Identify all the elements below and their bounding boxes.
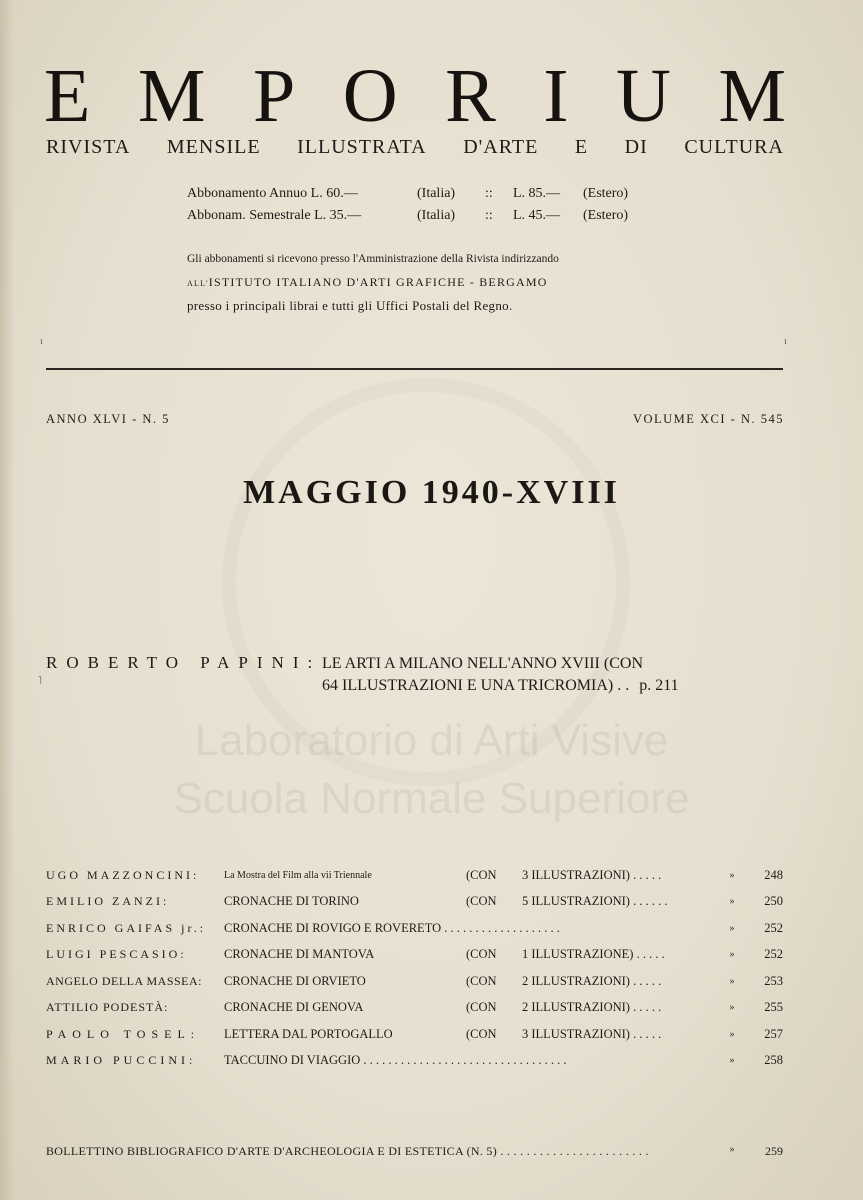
toc-page: 250	[764, 894, 783, 909]
toc-arrow: »	[729, 975, 735, 987]
toc-con: (CON	[466, 973, 497, 988]
toc-title: CRONACHE DI MANTOVA	[224, 947, 375, 962]
toc-page: 252	[764, 947, 783, 962]
bulletin-entry[interactable]	[46, 1144, 783, 1159]
toc-page: 257	[764, 1026, 783, 1041]
issue-meta	[46, 412, 784, 427]
feature-page: p. 211	[639, 677, 679, 694]
toc-author: ANGELO DELLA MASSEA:	[46, 973, 202, 988]
subtitle-word: MENSILE	[166, 136, 261, 158]
subscription-price: L. 45.—	[513, 208, 561, 223]
info-line-2-text: ISTITUTO ITALIANO D'ARTI GRAFICHE - BERGAMO	[208, 275, 548, 289]
toc-title: CRONACHE DI TORINO	[224, 894, 359, 909]
table-of-contents	[46, 862, 783, 1074]
masthead-title	[44, 54, 786, 138]
subtitle-word: E	[574, 136, 589, 158]
toc-entry[interactable]	[46, 968, 783, 995]
subscription-info	[187, 250, 643, 314]
feature-title-line-1: LE ARTI A MILANO NELL'ANNO XVIII (CON	[322, 655, 643, 672]
feature-title	[322, 653, 782, 697]
toc-illustrations: 5 ILLUSTRAZIONI) . . . . . .	[522, 894, 668, 909]
toc-entry[interactable]	[46, 889, 783, 916]
toc-page: 255	[764, 1000, 783, 1015]
library-watermark	[0, 712, 863, 828]
toc-page: 252	[764, 920, 783, 935]
subscription-row	[187, 205, 628, 227]
toc-arrow: »	[729, 922, 735, 934]
toc-author: UGO MAZZONCINI:	[46, 867, 200, 882]
info-line-2-prefix: ALL'	[187, 279, 209, 288]
feature-title-line-2-row	[322, 675, 782, 697]
toc-arrow: »	[729, 869, 735, 881]
masthead-subtitle	[46, 136, 784, 159]
subscription-price: L. 85.—	[513, 186, 561, 201]
toc-entry[interactable]	[46, 1021, 783, 1048]
watermark-line-1: Laboratorio di Arti Visive	[194, 716, 669, 765]
toc-illustrations: 1 ILLUSTRAZIONE) . . . . .	[522, 947, 665, 962]
bulletin-page: 259	[765, 1144, 783, 1158]
toc-con: (CON	[466, 947, 497, 962]
toc-title: CRONACHE DI GENOVA	[224, 1000, 364, 1015]
title-letter: I	[543, 54, 569, 138]
toc-title: CRONACHE DI ORVIETO	[224, 973, 366, 988]
subscription-italia: (Italia)	[417, 208, 456, 223]
title-letter: P	[252, 54, 296, 138]
margin-mark: ı	[784, 336, 787, 347]
toc-author: EMILIO ZANZI:	[46, 894, 170, 909]
subscription-label: Abbonam. Semestrale L. 35.—	[187, 208, 362, 223]
feature-author: ROBERTO PAPINI:	[46, 653, 322, 672]
watermark-line-2: Scuola Normale Superiore	[173, 774, 690, 823]
toc-author: ATTILIO PODESTÀ:	[46, 1000, 169, 1015]
info-line-2	[187, 272, 643, 298]
title-letter: E	[44, 54, 91, 138]
subscription-estero: (Estero)	[583, 186, 629, 201]
toc-author: PAOLO TOSEL:	[46, 1026, 201, 1041]
subscription-label: Abbonamento Annuo L. 60.—	[187, 186, 358, 201]
subtitle-word: D'ARTE	[463, 136, 539, 158]
toc-entry[interactable]	[46, 1048, 783, 1075]
toc-page: 248	[764, 867, 783, 882]
toc-author: LUIGI PESCASIO:	[46, 947, 187, 962]
subscription-separator: ::	[485, 186, 493, 201]
margin-mark: ı	[40, 336, 43, 347]
volume-number: VOLUME XCI - N. 545	[632, 412, 784, 426]
toc-con: (CON	[466, 1026, 497, 1041]
toc-illustrations: 2 ILLUSTRAZIONI) . . . . .	[522, 1000, 662, 1015]
subtitle-word: CULTURA	[684, 136, 784, 158]
title-letter: U	[616, 54, 671, 138]
toc-title: CRONACHE DI ROVIGO E ROVERETO . . . . . . . . . . . . . . . . . . .	[224, 920, 560, 935]
toc-entry[interactable]	[46, 862, 783, 889]
toc-arrow: »	[729, 1028, 735, 1040]
anno-number: ANNO XLVI - N. 5	[46, 412, 170, 426]
toc-entry[interactable]	[46, 995, 783, 1022]
toc-illustrations: 3 ILLUSTRAZIONI) . . . . .	[522, 867, 662, 882]
toc-author: ENRICO GAIFAS jr.:	[46, 920, 207, 935]
subscription-separator: ::	[485, 208, 493, 223]
toc-arrow: »	[729, 896, 735, 908]
issue-date: MAGGIO 1940-XVIII	[243, 474, 620, 511]
toc-con: (CON	[466, 894, 497, 909]
toc-arrow: »	[729, 1002, 735, 1014]
subscription-estero: (Estero)	[583, 208, 629, 223]
info-line-1: Gli abbonamenti si ricevono presso l'Amministrazione della Rivista indirizzando	[187, 253, 559, 265]
toc-con: (CON	[466, 1000, 497, 1015]
title-letter: O	[342, 54, 398, 138]
toc-arrow: »	[729, 949, 735, 961]
toc-page: 258	[764, 1053, 783, 1068]
subscription-row	[187, 183, 628, 205]
toc-title: LETTERA DAL PORTOGALLO	[224, 1026, 393, 1041]
bulletin-title: BOLLETTINO BIBLIOGRAFICO D'ARTE D'ARCHEOLOGIA E DI ESTETICA (N. 5) . . . . . . . . . . . . . . . . . . . . . . .	[46, 1144, 649, 1158]
subtitle-word: RIVISTA	[46, 136, 131, 158]
toc-author: MARIO PUCCINI:	[46, 1053, 197, 1068]
title-letter: M	[137, 54, 206, 138]
toc-con: (CON	[466, 867, 497, 882]
horizontal-rule	[46, 368, 783, 370]
toc-title: La Mostra del Film alla vii Triennale	[224, 869, 372, 881]
toc-entry[interactable]	[46, 915, 783, 942]
subscription-italia: (Italia)	[417, 186, 456, 201]
feature-title-line-2: 64 ILLUSTRAZIONI E UNA TRICROMIA) . .	[322, 677, 630, 694]
toc-title: TACCUINO DI VIAGGIO . . . . . . . . . . . . . . . . . . . . . . . . . . . . . . . . .	[224, 1053, 567, 1068]
info-line-3: presso i principali librai e tutti gli Uffici Postali del Regno.	[187, 298, 513, 313]
bulletin-arrow: »	[729, 1144, 735, 1155]
subtitle-word: DI	[624, 136, 648, 158]
title-letter: R	[445, 54, 496, 138]
toc-illustrations: 2 ILLUSTRAZIONI) . . . . .	[522, 973, 662, 988]
margin-mark: ˥	[38, 676, 42, 687]
page-spine-shadow	[0, 0, 14, 1200]
toc-page: 253	[764, 973, 783, 988]
toc-entry[interactable]	[46, 942, 783, 969]
subscription-prices	[187, 183, 628, 227]
title-letter: M	[718, 54, 786, 138]
toc-illustrations: 3 ILLUSTRAZIONI) . . . . .	[522, 1026, 662, 1041]
subtitle-word: ILLUSTRATA	[297, 136, 427, 158]
toc-arrow: »	[729, 1055, 735, 1067]
